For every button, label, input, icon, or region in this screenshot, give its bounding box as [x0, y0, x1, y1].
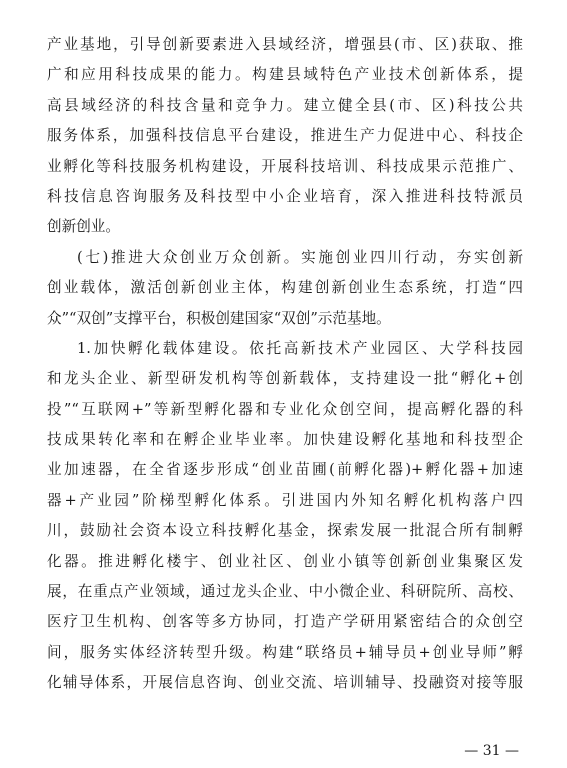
body-text [47, 30, 523, 699]
text-line: 化器。推进孵化楼宇、创业社区、创业小镇等创新创业集聚区发 [47, 552, 523, 570]
text-line: 创新创业。 [47, 218, 120, 236]
text-line: 化辅导体系，开展信息咨询、创业交流、培训辅导、投融资对接等服 [47, 674, 523, 692]
text-line: 川，鼓励社会资本设立科技孵化基金，探索发展一批混合所有制孵 [47, 522, 523, 540]
subsection-heading-line: 1.加快孵化载体建设。依托高新技术产业园区、大学科技园 [77, 339, 523, 357]
text-line: 器+产业园”阶梯型孵化体系。引进国内外知名孵化机构落户四 [47, 491, 523, 509]
section-heading-line: (七)推进大众创业万众创新。实施创业四川行动，夯实创新 [77, 248, 523, 266]
text-line: 业加速器，在全省逐步形成“创业苗圃(前孵化器)+孵化器+加速 [47, 461, 523, 479]
text-line: 间，服务实体经济转型升级。构建“联络员+辅导员+创业导师”孵 [47, 643, 523, 661]
text-line: 投”“互联网+”等新型孵化器和专业化众创空间，提高孵化器的科 [47, 400, 523, 418]
text-line: 产业基地，引导创新要素进入县域经济，增强县(市、区)获取、推 [47, 36, 523, 53]
text-line: 科技信息咨询服务及科技型中小企业培育，深入推进科技特派员 [47, 187, 523, 205]
text-line: 展，在重点产业领域，通过龙头企业、中小微企业、科研院所、高校、 [47, 583, 523, 601]
page-number: — 31 — [464, 743, 519, 759]
text-line: 广和应用科技成果的能力。构建县域特色产业技术创新体系，提 [47, 66, 523, 84]
text-line: 创业载体，激活创新创业主体，构建创新创业生态系统，打造“四 [47, 279, 523, 297]
text-line: 技成果转化率和在孵企业毕业率。加快建设孵化基地和科技型企 [47, 431, 523, 449]
text-line: 和龙头企业、新型研发机构等创新载体，支持建设一批“孵化+创 [47, 370, 523, 388]
text-line: 服务体系，加强科技信息平台建设，推进生产力促进中心、科技企 [47, 127, 523, 145]
text-line: 高县域经济的科技含量和竞争力。建立健全县(市、区)科技公共 [47, 96, 523, 114]
text-line: 医疗卫生机构、创客等多方协同，打造产学研用紧密结合的众创空 [47, 613, 523, 631]
text-line: 业孵化等科技服务机构建设，开展科技培训、科技成果示范推广、 [47, 157, 523, 175]
text-line: 众”“双创”支撑平台，积极创建国家“双创”示范基地。 [47, 309, 391, 327]
